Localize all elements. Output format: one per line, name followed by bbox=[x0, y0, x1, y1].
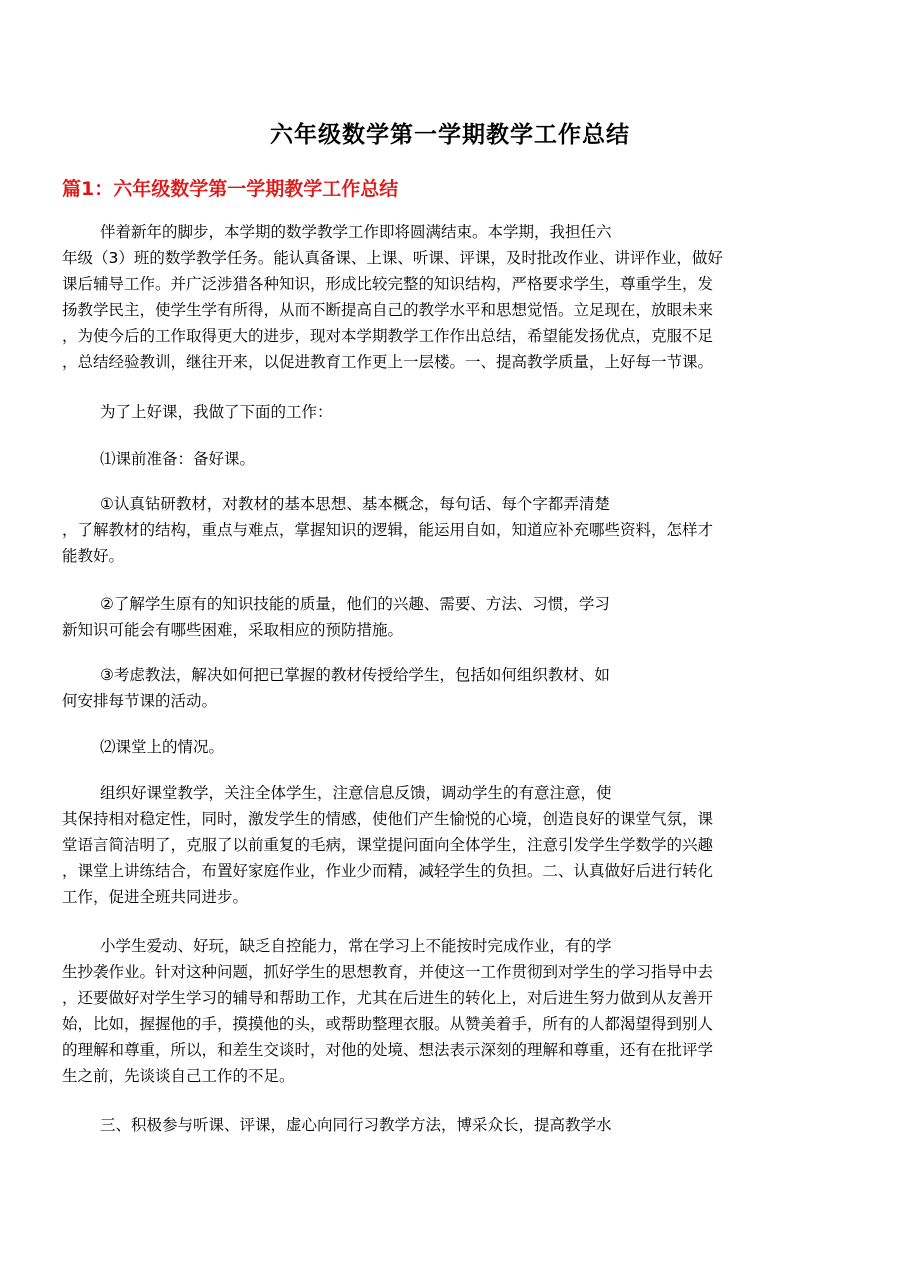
text-line: 何安排每节课的活动。 bbox=[62, 692, 218, 710]
text-line: 堂语言简洁明了，克服了以前重复的毛病，课堂提问面向全体学生，注意引发学生学数学的兴趣 bbox=[62, 836, 714, 854]
text-line: ⑵课堂上的情况。 bbox=[100, 738, 225, 756]
text-line: 组织好课堂教学，关注全体学生，注意信息反馈，调动学生的有意注意，使 bbox=[100, 784, 612, 802]
text-line: 能教好。 bbox=[62, 547, 125, 565]
text-line: 三、积极参与听课、评课，虚心向同行习教学方法，博采众长，提高教学水 bbox=[100, 1116, 612, 1134]
text-line: 新知识可能会有哪些困难，采取相应的预防措施。 bbox=[62, 621, 404, 639]
text-line: 生之前，先谈谈自己工作的不足。 bbox=[62, 1067, 295, 1085]
text-line: ③考虑教法，解决如何把已掌握的教材传授给学生，包括如何组织教材、如 bbox=[100, 666, 610, 684]
section-heading: 篇1：六年级数学第一学期教学工作总结 bbox=[62, 178, 399, 200]
text-line: 工作，促进全班共同进步。 bbox=[62, 888, 249, 906]
text-line: ，总结经验教训，继往开来，以促进教育工作更上一层楼。一、提高教学质量，上好每一节课。 bbox=[62, 353, 714, 371]
text-line: 其保持相对稳定性，同时，激发学生的情感，使他们产生愉悦的心境，创造良好的课堂气氛，课 bbox=[62, 810, 714, 828]
text-line: 课后辅导工作。并广泛涉猎各种知识，形成比较完整的知识结构，严格要求学生，尊重学生，发 bbox=[62, 275, 714, 293]
text-line: 小学生爱动、好玩，缺乏自控能力，常在学习上不能按时完成作业，有的学 bbox=[100, 937, 612, 955]
text-line: 扬教学民主，使学生学有所得，从而不断提高自己的教学水平和思想觉悟。立足现在，放眼未来 bbox=[62, 301, 714, 319]
text-line: ⑴课前准备：备好课。 bbox=[100, 450, 256, 468]
text-line: 始，比如，握握他的手，摸摸他的头，或帮助整理衣服。从赞美着手，所有的人都渴望得到别人 bbox=[62, 1015, 714, 1033]
text-line: 的理解和尊重，所以，和差生交谈时，对他的处境、想法表示深刻的理解和尊重，还有在批评学 bbox=[62, 1041, 714, 1059]
text-line: 生抄袭作业。针对这种问题，抓好学生的思想教育，并使这一工作贯彻到对学生的学习指导中去 bbox=[62, 963, 714, 981]
text-line: ，还要做好对学生学习的辅导和帮助工作，尤其在后进生的转化上，对后进生努力做到从友善开 bbox=[62, 989, 714, 1007]
text-line: ，了解教材的结构，重点与难点，掌握知识的逻辑，能运用自如，知道应补充哪些资料，怎样才 bbox=[62, 521, 714, 539]
text-line: 年级（3）班的数学教学任务。能认真备课、上课、听课、评课，及时批改作业、讲评作业，做好 bbox=[62, 249, 723, 267]
text-line: ②了解学生原有的知识技能的质量，他们的兴趣、需要、方法、习惯，学习 bbox=[100, 595, 610, 613]
text-line: 为了上好课，我做了下面的工作： bbox=[100, 403, 333, 421]
text-line: ①认真钻研教材，对教材的基本思想、基本概念，每句话、每个字都弄清楚 bbox=[100, 495, 610, 513]
text-line: ，为使今后的工作取得更大的进步，现对本学期教学工作作出总结，希望能发扬优点，克服不足 bbox=[62, 327, 714, 345]
text-line: 伴着新年的脚步，本学期的数学教学工作即将圆满结束。本学期，我担任六 bbox=[100, 223, 612, 241]
document-title: 六年级数学第一学期教学工作总结 bbox=[270, 122, 630, 148]
text-line: ，课堂上讲练结合，布置好家庭作业，作业少而精，减轻学生的负担。二、认真做好后进行转化 bbox=[62, 862, 714, 880]
